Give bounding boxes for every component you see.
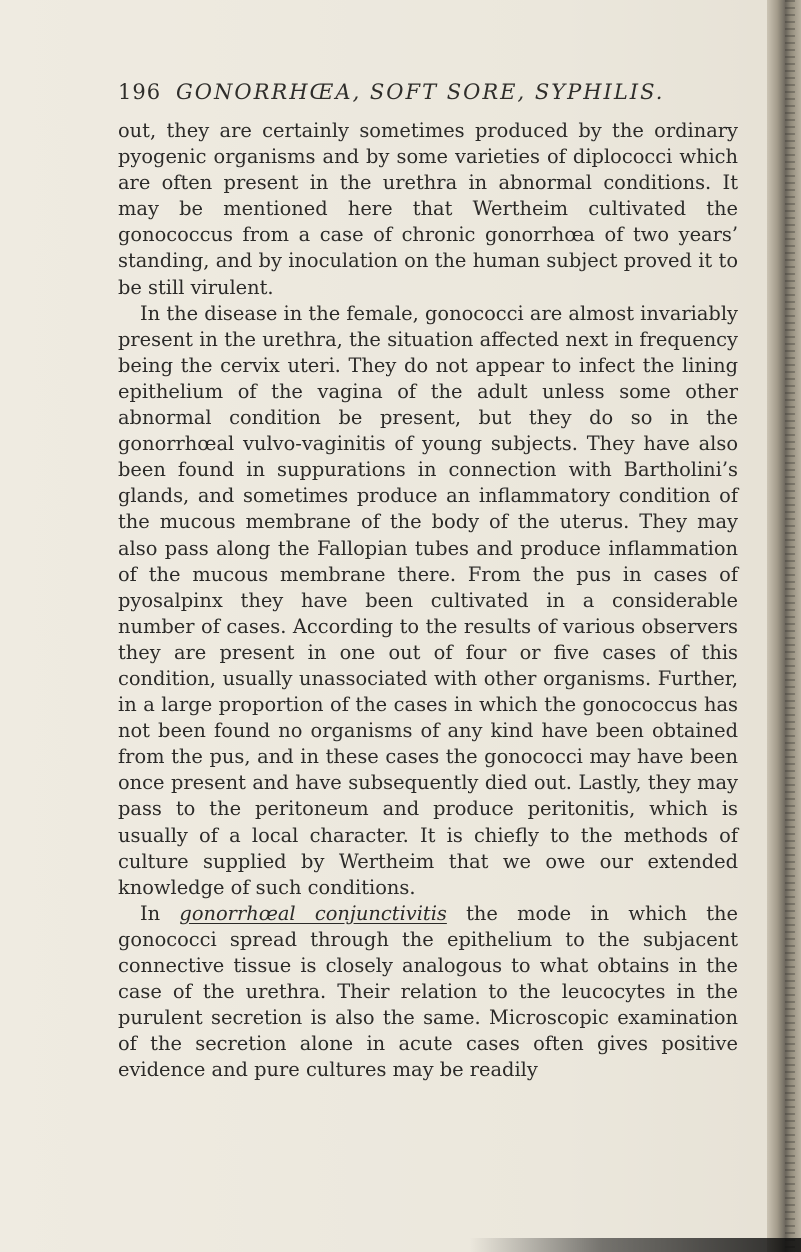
- running-head: [118, 80, 768, 110]
- paragraph-female-disease: In the disease in the female, gonococci are almost invariably present in the urethra, the situation affected next in frequency being the cervix uteri. They do not appear to infect the lining epithelium of the vagina of the adult unless some other abnormal condition be present, but they do so in the gonorrhœal vulvo-vaginitis of young subjects. They have also been found in suppurations in connection with Bartholini’s glands, and sometimes produce an inflammatory condition of the mucous membrane of the body of the uterus. They may also pass along the Fallopian tubes and produce inflammation of the mucous membrane there. From the pus in cases of pyosalpinx they have been cultivated in a considerable number of cases. According to the results of various observers they are present in one out of four or five cases of this condition, usually unassociated with other organisms. Further, in a large proportion of the cases in which the gonococcus has not been found no organisms of any kind have been obtained from the pus, and in these cases the gonococci may have been once present and have subsequently died out. Lastly, they may pass to the peritoneum and produce peritonitis, which is usually of a local character. It is chiefly to the methods of culture supplied by Wertheim that we owe our extended knowledge of such conditions.: [118, 301, 738, 899]
- italic-term: gonorrhœal conjunctivitis: [179, 901, 447, 925]
- page-edge-texture: [785, 0, 795, 1252]
- running-title: GONORRHŒA, SOFT SORE, SYPHILIS.: [176, 80, 665, 104]
- bottom-edge-shadow: [470, 1238, 801, 1252]
- paragraph-continuation: out, they are certainly sometimes produced by the ordinary pyogenic organisms and by some varieties of diplococci which are often present in the urethra in abnormal conditions. It may be mentioned here that Wertheim cultivated the gonococcus from a case of chronic gonorrhœa of two years’ standing, and by inoculation on the human subject proved it to be still virulent.: [118, 119, 738, 299]
- paragraph-conjunctivitis: [118, 901, 738, 1084]
- paragraph-prefix: In: [140, 901, 180, 925]
- paragraph-rest: the mode in which the gonococci spread through the epithelium to the subjacent connective tissue is closely analogous to what obtains in the case of the urethra. Their relation to the leucocytes in the purulent secretion is also the same. Microscopic examination of the secretion alone in acute cases often gives positive evidence and pure cultures may be readily: [118, 901, 739, 1082]
- page-edge-shadow: [767, 0, 801, 1252]
- page-number: 196: [118, 80, 162, 104]
- body-text: [118, 118, 738, 1083]
